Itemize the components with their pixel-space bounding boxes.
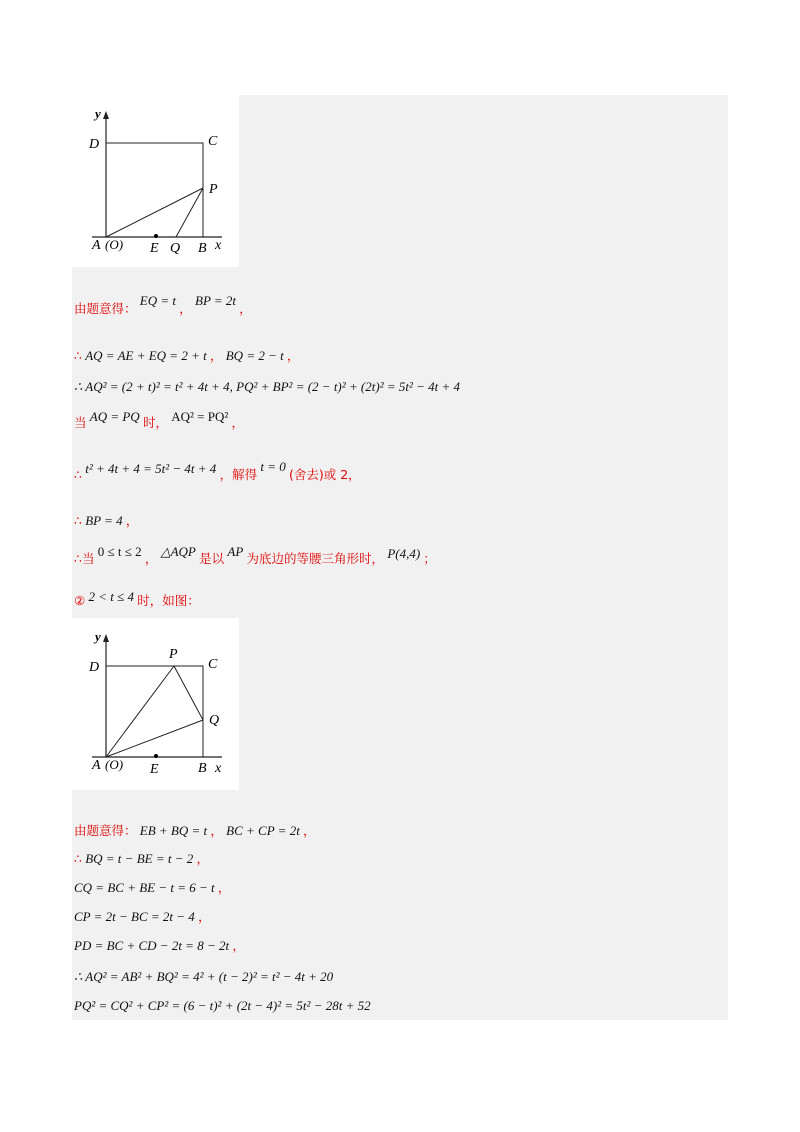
equation: PD = BC + CD − 2t = 8 − 2t [74, 938, 230, 953]
part1-line4 [74, 409, 245, 432]
part2-line1 [74, 822, 316, 840]
square-edges [106, 143, 203, 237]
therefore-sign: ∴ [74, 348, 82, 363]
text-tail: 时，如图： [137, 593, 200, 608]
equation: BQ = t − BE = t − 2 [85, 851, 194, 866]
point-e [154, 754, 158, 758]
equation: EB + BQ = t [139, 823, 208, 838]
label-a: A [92, 238, 101, 253]
part2-line4 [74, 908, 211, 926]
equation: 0 ≤ t ≤ 2 [97, 544, 142, 559]
equation: AP [227, 544, 244, 559]
y-axis-arrow [103, 634, 109, 642]
equation: AQ = AE + EQ = 2 + t [85, 348, 207, 363]
text-prefix: 由题意得： [74, 823, 137, 838]
separator: ， [179, 301, 192, 316]
point-e [154, 234, 158, 238]
label-x: x [215, 238, 222, 253]
figure-2-diagram [72, 618, 239, 790]
therefore-sign: ∴ [74, 467, 82, 482]
label-d: D [89, 660, 100, 675]
separator: ， [303, 823, 316, 838]
label-q: Q [209, 713, 220, 728]
separator: ， [232, 938, 245, 953]
part1-line2 [74, 347, 300, 365]
label-c: C [208, 657, 218, 672]
label-a: A [92, 758, 101, 773]
separator: ， [144, 551, 158, 566]
separator: ， [231, 415, 245, 430]
label-y: y [95, 106, 101, 121]
segment-pq [174, 666, 203, 720]
part1-line3 [74, 378, 460, 396]
equation: ∴ AQ² = AB² + BQ² = 4² + (t − 2)² = t² − 4t + 20 [74, 969, 334, 984]
separator: ， [196, 851, 209, 866]
separator: ， [209, 348, 223, 363]
part1-line7 [74, 544, 436, 568]
separator: ； [423, 551, 436, 566]
equation: ∴ AQ² = (2 + t)² = t² + 4t + 4, PQ² + BP² = (2 − t)² + (2t)² = 5t² − 4t + 4 [74, 379, 461, 394]
part1-line5 [74, 459, 361, 484]
text-mid: 为底边的等腰三角形时， [246, 551, 385, 566]
label-b: B [198, 241, 207, 256]
y-axis-arrow [103, 111, 109, 119]
text-prefix: 当 [74, 415, 87, 430]
part2-line5 [74, 937, 245, 955]
text-tail: (舍去)或 2， [288, 467, 361, 482]
label-x: x [215, 761, 222, 776]
part2-line3 [74, 879, 230, 897]
segment-ap [106, 188, 203, 237]
label-b: B [198, 761, 207, 776]
equation: AQ² = PQ² [171, 409, 229, 424]
equation: CQ = BC + BE − t = 6 − t [74, 880, 215, 895]
equation: PQ² = CQ² + CP² = (6 − t)² + (2t − 4)² = 5t² − 28t + 52 [74, 998, 371, 1013]
label-o: (O) [105, 237, 124, 252]
segment-aq [106, 720, 203, 757]
equation: BQ = 2 − t [225, 348, 284, 363]
separator: ， [210, 823, 223, 838]
therefore-sign: ∴ [74, 513, 82, 528]
figure-1-diagram [72, 95, 239, 267]
part2-header [74, 589, 200, 610]
label-c: C [208, 134, 218, 149]
part2-line7 [74, 997, 371, 1015]
square-edges [106, 666, 203, 757]
equation: 2 < t ≤ 4 [88, 589, 134, 604]
label-q: Q [170, 241, 181, 256]
part1-line1 [74, 293, 252, 318]
separator: ， [198, 909, 211, 924]
equation: AQ = PQ [89, 409, 140, 424]
figure-2 [72, 618, 239, 790]
text-mid: 是以 [199, 551, 225, 566]
equation: BP = 2t [195, 293, 237, 308]
separator: ， [217, 880, 231, 895]
therefore-sign: ∴ [74, 851, 82, 866]
equation: t = 0 [260, 459, 286, 474]
equation: t² + 4t + 4 = 5t² − 4t + 4 [85, 461, 217, 476]
separator: ， [125, 513, 139, 528]
label-y: y [95, 629, 101, 644]
part1-line6 [74, 512, 138, 530]
label-e: E [150, 762, 159, 777]
label-p: P [169, 647, 178, 662]
label-p: P [209, 182, 218, 197]
equation: BC + CP = 2t [226, 823, 300, 838]
text-mid: ，解得 [219, 467, 258, 482]
separator: ， [239, 301, 252, 316]
therefore-sign: ∴当 [74, 551, 95, 566]
case-marker: ② [74, 593, 86, 608]
equation: BP = 4 [85, 513, 123, 528]
part2-line6 [74, 968, 333, 986]
equation: CP = 2t − BC = 2t − 4 [74, 909, 195, 924]
equation: P(4,4) [387, 546, 421, 561]
label-d: D [89, 137, 100, 152]
text-prefix: 由题意得： [74, 301, 137, 316]
segment-ap [106, 666, 174, 757]
label-o: (O) [105, 757, 124, 772]
figure-1 [72, 95, 239, 267]
equation: △AQP [160, 544, 196, 559]
part2-line2 [74, 850, 209, 868]
text-mid: 时， [142, 415, 168, 430]
separator: ， [286, 348, 300, 363]
label-e: E [150, 241, 159, 256]
equation: EQ = t [139, 293, 176, 308]
